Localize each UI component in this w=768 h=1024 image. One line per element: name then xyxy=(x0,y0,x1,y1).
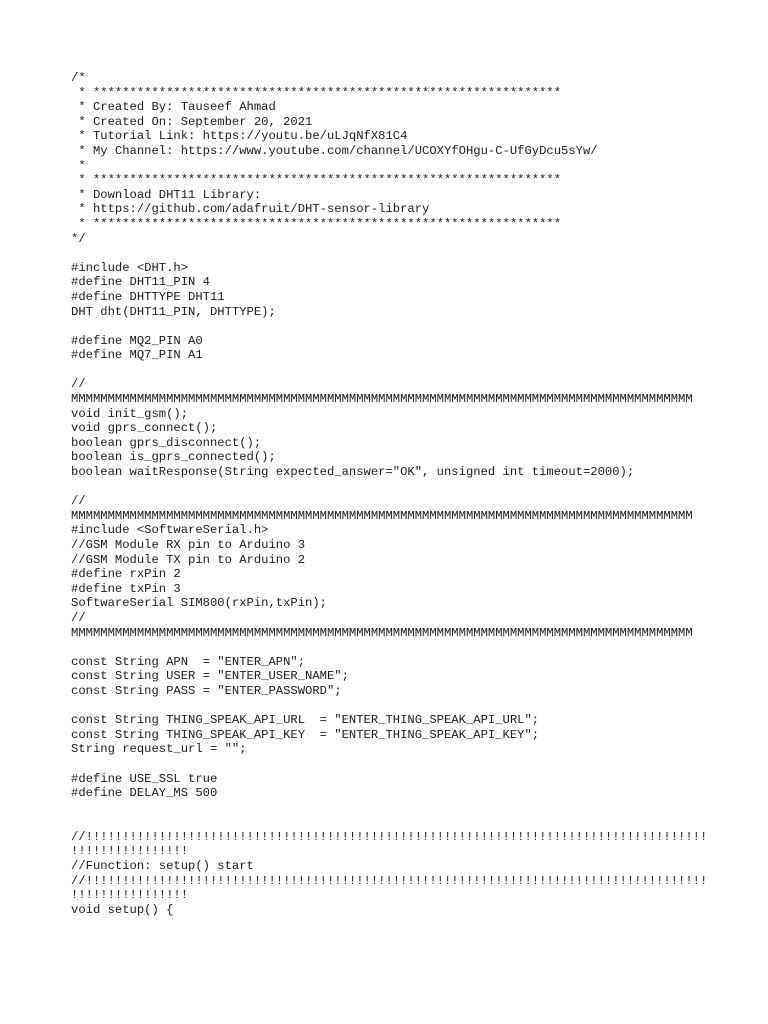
code-block xyxy=(71,71,761,917)
code-line: SoftwareSerial SIM800(rxPin,txPin); xyxy=(71,596,327,611)
code-line: * Download DHT11 Library: xyxy=(71,187,262,202)
code-line: #define MQ7_PIN A1 xyxy=(71,348,203,363)
code-line: DHT dht(DHT11_PIN, DHTTYPE); xyxy=(71,304,276,319)
code-line: MMMMMMMMMMMMMMMMMMMMMMMMMMMMMMMMMMMMMMMMMMMMMMMMMMMMMMMMMMMMMMMMMMMMMMMMMMMMMMMMMMMMM xyxy=(71,392,693,407)
code-line: //GSM Module RX pin to Arduino 3 xyxy=(71,538,306,552)
code-line: //!!!!!!!!!!!!!!!!!!!!!!!!!!!!!!!!!!!!!!!!!!!!!!!!!!!!!!!!!!!!!!!!!!!!!!!!!!!!!!!!!!!!! xyxy=(71,829,708,844)
code-line: #define DHT11_PIN 4 xyxy=(71,275,210,290)
code-line: #define txPin 3 xyxy=(71,581,181,596)
code-line: MMMMMMMMMMMMMMMMMMMMMMMMMMMMMMMMMMMMMMMMMMMMMMMMMMMMMMMMMMMMMMMMMMMMMMMMMMMMMMMMMMMMM xyxy=(71,508,693,523)
code-line: const String USER = "ENTER_USER_NAME"; xyxy=(71,669,349,684)
code-line: * xyxy=(71,158,86,173)
code-line: const String THING_SPEAK_API_KEY = "ENTER_THING_SPEAK_API_KEY"; xyxy=(71,727,540,742)
code-line: !!!!!!!!!!!!!!!! xyxy=(71,888,189,903)
code-line: String request_url = ""; xyxy=(71,742,247,757)
code-line: void gprs_connect(); xyxy=(71,421,218,436)
code-line: const String PASS = "ENTER_PASSWORD"; xyxy=(71,683,342,698)
code-line: * Tutorial Link: https://youtu.be/uLJqNfX81C4 xyxy=(71,129,408,144)
code-line: */ xyxy=(71,231,86,246)
code-line xyxy=(71,815,761,830)
code-line: * Created By: Tauseef Ahmad xyxy=(71,100,276,115)
code-line: * Created On: September 20, 2021 xyxy=(71,114,313,129)
code-line xyxy=(71,246,761,261)
code-line: * **************************************************************** xyxy=(71,216,562,231)
code-line xyxy=(71,363,761,378)
code-line: //!!!!!!!!!!!!!!!!!!!!!!!!!!!!!!!!!!!!!!!!!!!!!!!!!!!!!!!!!!!!!!!!!!!!!!!!!!!!!!!!!!!!! xyxy=(71,873,708,888)
code-line: const String APN = "ENTER_APN"; xyxy=(71,654,306,669)
code-line xyxy=(71,319,761,334)
code-line xyxy=(71,480,761,495)
code-line: // xyxy=(71,610,86,625)
code-line xyxy=(71,640,761,655)
code-line: // xyxy=(71,377,86,392)
code-line xyxy=(71,757,761,772)
code-line: const String THING_SPEAK_API_URL = "ENTER_THING_SPEAK_API_URL"; xyxy=(71,713,540,728)
code-line: boolean waitResponse(String expected_answer="OK", unsigned int timeout=2000); xyxy=(71,465,635,480)
code-line: void init_gsm(); xyxy=(71,406,189,421)
code-line: * **************************************************************** xyxy=(71,85,562,100)
code-line: MMMMMMMMMMMMMMMMMMMMMMMMMMMMMMMMMMMMMMMMMMMMMMMMMMMMMMMMMMMMMMMMMMMMMMMMMMMMMMMMMMMMM xyxy=(71,625,693,640)
code-line: /* xyxy=(71,71,86,85)
code-line: //GSM Module TX pin to Arduino 2 xyxy=(71,552,306,567)
code-line: void setup() { xyxy=(71,902,174,917)
code-line: // xyxy=(71,494,86,509)
code-line: #define rxPin 2 xyxy=(71,567,181,582)
code-line: //Function: setup() start xyxy=(71,859,254,874)
code-line: #define MQ2_PIN A0 xyxy=(71,333,203,348)
code-line: * **************************************************************** xyxy=(71,173,562,188)
code-line xyxy=(71,699,761,714)
code-line: #include <DHT.h> xyxy=(71,260,189,275)
code-line: * My Channel: https://www.youtube.com/channel/UCOXYfOHgu-C-UfGyDcu5sYw/ xyxy=(71,143,598,158)
code-line: #define DHTTYPE DHT11 xyxy=(71,289,225,304)
code-line: #include <SoftwareSerial.h> xyxy=(71,523,269,538)
code-line: #define DELAY_MS 500 xyxy=(71,786,218,801)
code-line: * https://github.com/adafruit/DHT-sensor-library xyxy=(71,202,430,217)
code-line xyxy=(71,801,761,816)
code-line: !!!!!!!!!!!!!!!! xyxy=(71,844,189,859)
code-line: #define USE_SSL true xyxy=(71,771,218,786)
code-line: boolean gprs_disconnect(); xyxy=(71,435,262,450)
code-line: boolean is_gprs_connected(); xyxy=(71,450,276,465)
